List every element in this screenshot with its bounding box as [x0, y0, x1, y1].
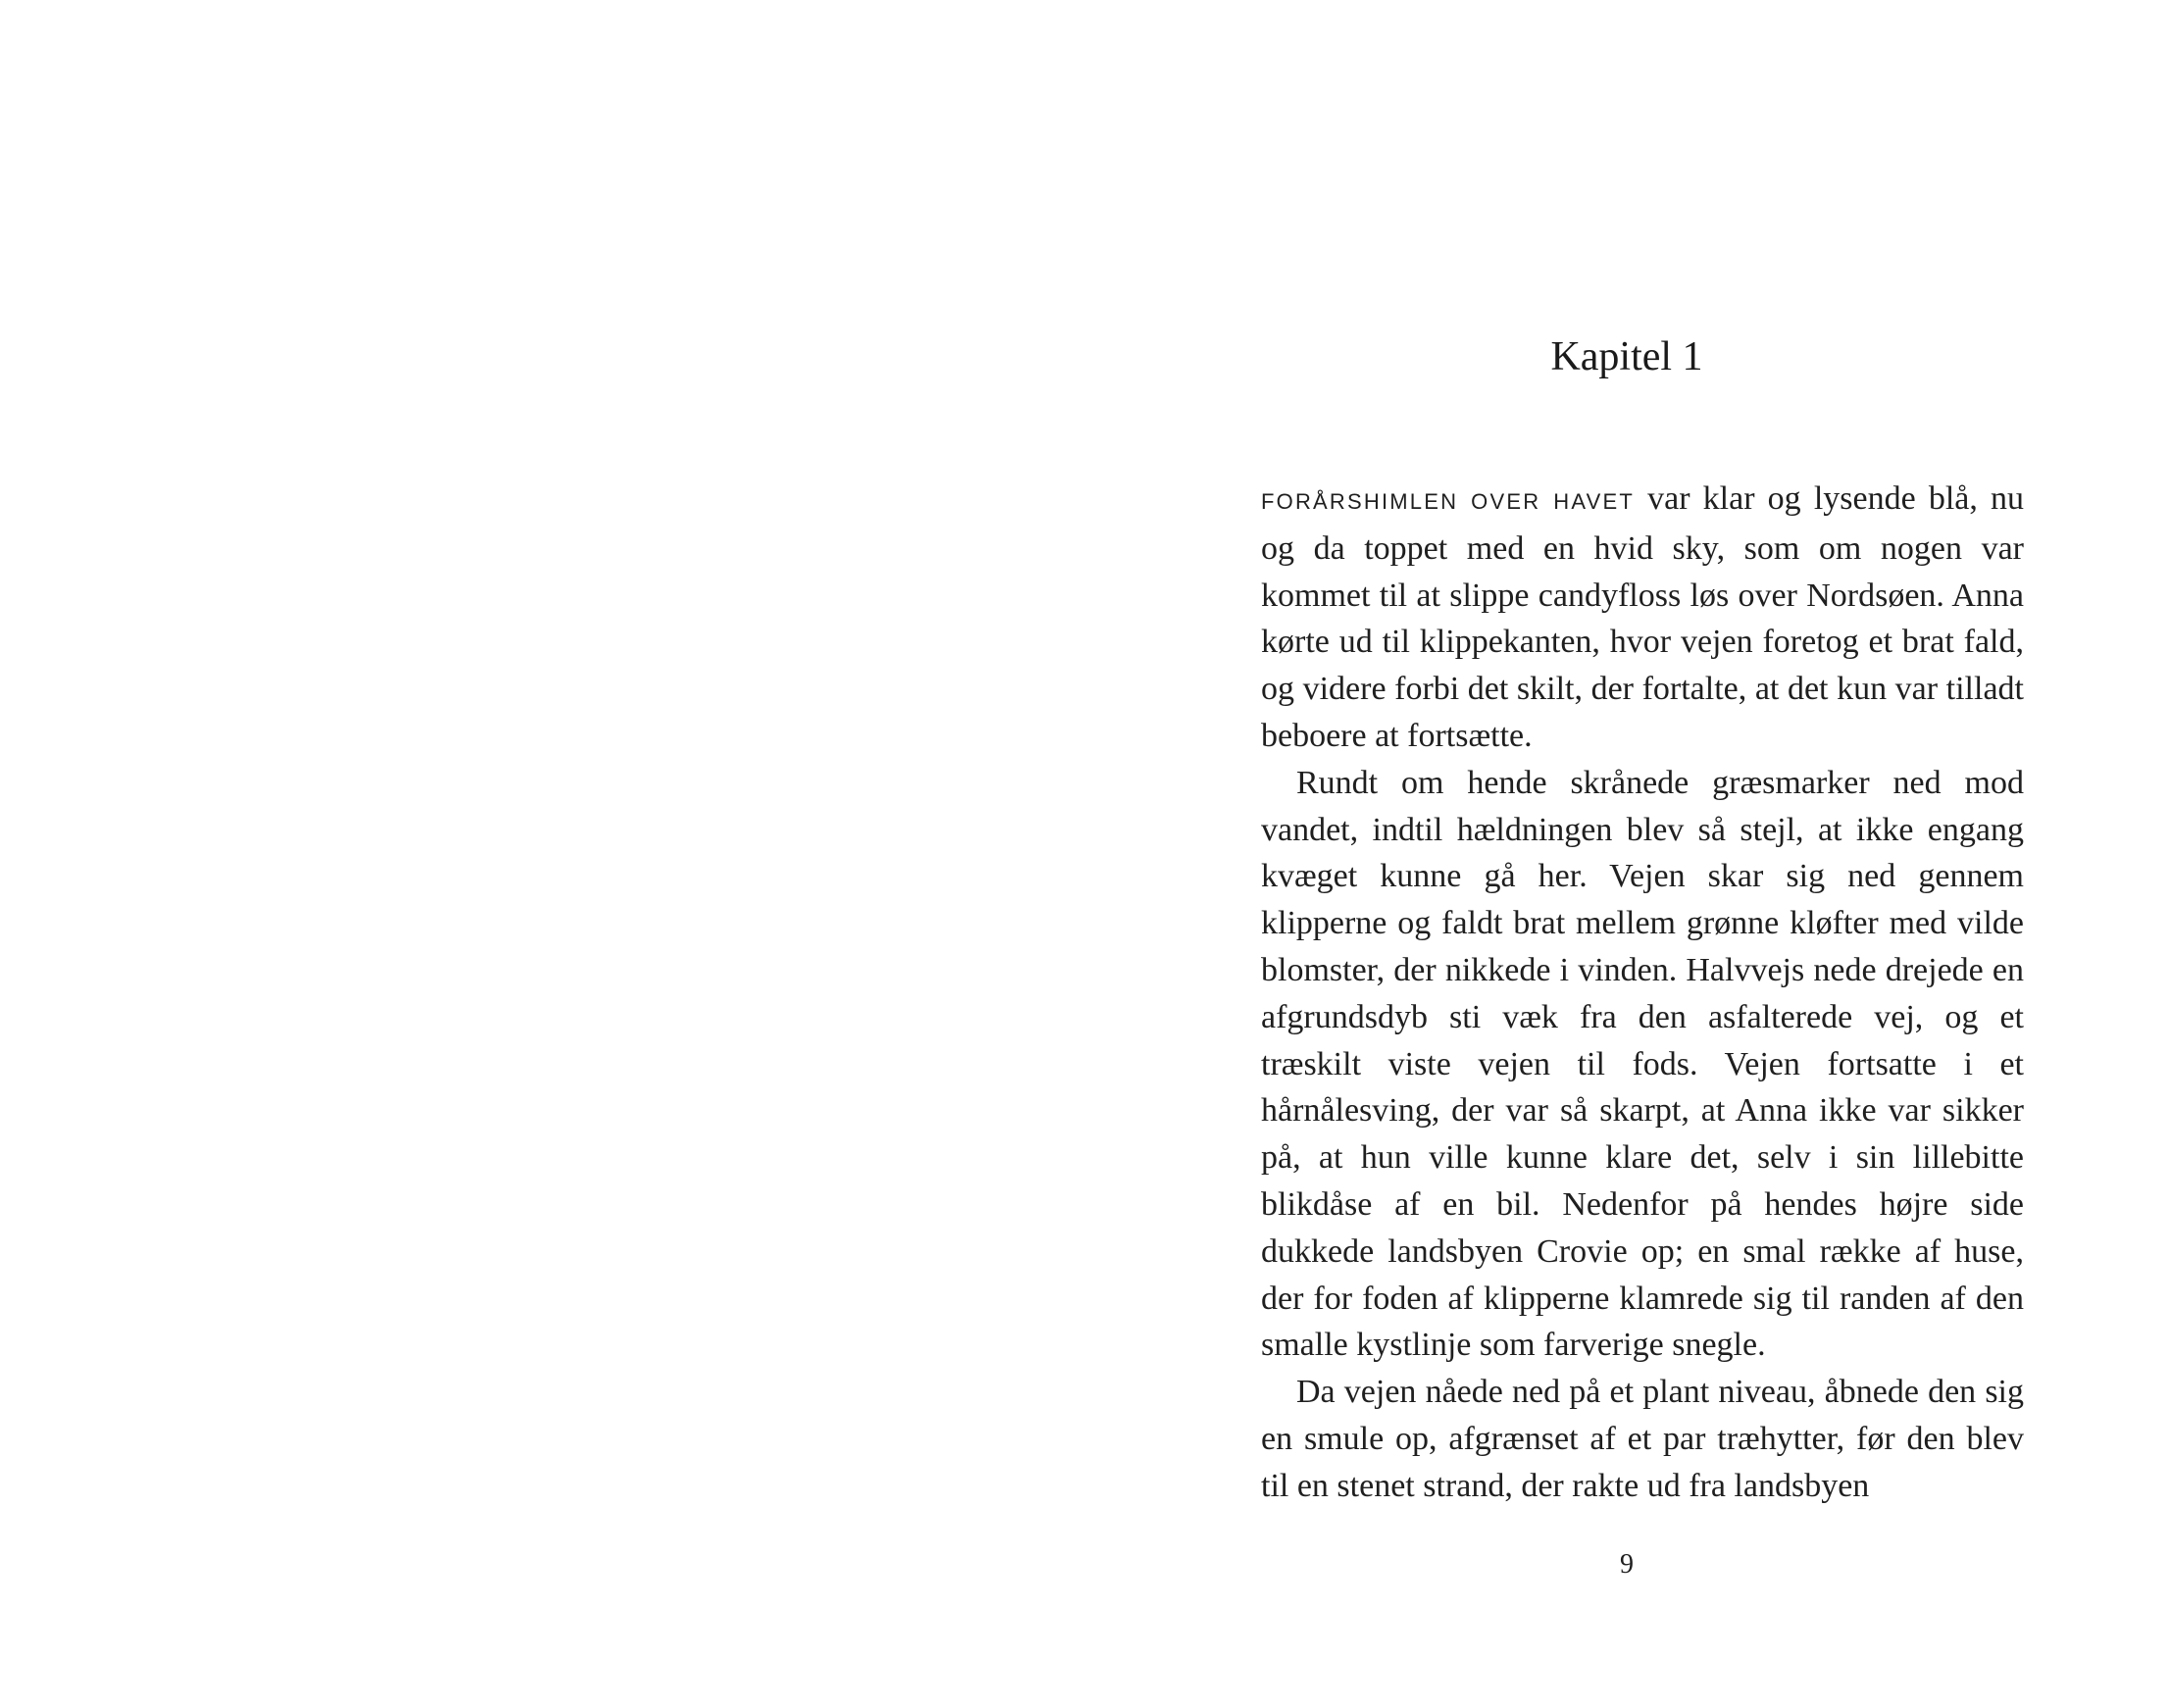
paragraph-1-text: var klar og lysende blå, nu og da toppet med en hvid sky, som om nogen var kommet til at slippe candyfloss løs over Nordsøen. Anna kørte ud til klippekanten, hvor vejen foretog et brat fald, og videre forbi det skilt, der fortalte, at det kun var tilladt beboere at fortsætte. [1261, 480, 2025, 754]
paragraph-2: Rundt om hende skrånede græsmarker ned mod vandet, indtil hældningen blev så stejl, at ikke engang kvæget kunne gå her. Vejen skar sig ned gennem klipperne og faldt brat mellem grønne kløfter med vilde blomster, der nikkede i vinden. Halvvejs nede drejede en afgrundsdyb sti væk fra den asfalterede vej, og et træskilt viste vejen til fods. Vejen fortsatte i et hårnålesving, der var så skarpt, at Anna ikke var sikker på, at hun ville kunne klare det, selv i sin lillebitte blikdåse af en bil. Nedenfor på hendes højre side dukkede landsbyen Crovie op; en smal række af huse, der for foden af klipperne klamrede sig til randen af den smalle kystlinje som farverige snegle. [1261, 764, 2024, 1364]
left-page-blank [0, 0, 1084, 1708]
chapter-title: Kapitel 1 [1550, 334, 1703, 379]
page-number: 9 [1620, 1549, 1634, 1580]
paragraph-3: Da vejen nåede ned på et plant niveau, åbnede den sig en smule op, afgrænset af et par træhytter, før den blev til en stenet strand, der rakte ud fra landsbyen [1261, 1374, 2024, 1504]
chapter-body [1261, 476, 2024, 1510]
paragraph-1 [1261, 476, 2024, 760]
opening-small-caps: FORÅRSHIMLEN OVER HAVET [1261, 489, 1635, 514]
right-page [1084, 0, 2169, 1708]
